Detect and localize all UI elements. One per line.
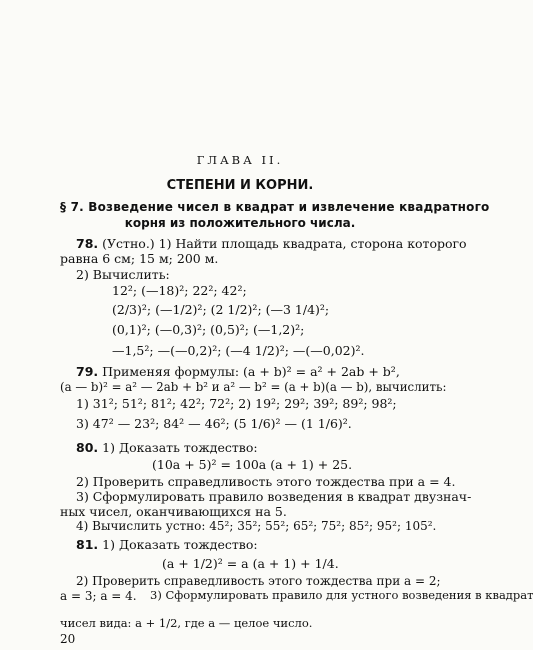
exercise-text: (a — b)² = a² — 2ab + b² и a² — b² = (a + b)(a — b), вычислить:: [60, 380, 447, 394]
exercise-number: 81.: [76, 537, 99, 552]
exercise-number: 79.: [76, 364, 99, 379]
identity-formula: (10a + 5)² = 100a (a + 1) + 25.: [152, 457, 353, 472]
exercise-text: 2) Вычислить:: [76, 267, 170, 282]
exercise-text: 2) Проверить справедливость этого тождества при a = 4.: [76, 474, 456, 489]
exercise-text: равна 6 см; 15 м; 200 м.: [60, 251, 219, 266]
exercise-text: 4) Вычислить устно: 45²; 35²; 55²; 65²; 75²; 85²; 95²; 105².: [76, 519, 437, 533]
exercise-text: 3) Сформулировать правило для устного возведения в квадрат: [150, 588, 533, 602]
page-number: 20: [60, 632, 76, 646]
expression-line: (0,1)²; (—0,3)²; (0,5)²; (—1,2)²;: [112, 322, 305, 337]
section-heading-line1: § 7. Возведение чисел в квадрат и извлечение квадратного: [60, 200, 490, 214]
expression-line: 1) 31²; 51²; 81²; 42²; 72²; 2) 19²; 29²; 39²; 89²; 98²;: [76, 396, 397, 411]
exercise-text: 3) Сформулировать правило возведения в квадрат двузнач-: [76, 489, 472, 504]
chapter-heading: ГЛАВА II.: [196, 153, 284, 167]
exercise-text: Применяя формулы: (a + b)² = a² + 2ab + b²,: [102, 364, 400, 379]
exercise-text: чисел вида: a + 1/2, где a — целое число.: [60, 616, 313, 630]
exercise-text: 1) Доказать тождество:: [102, 440, 258, 455]
exercise-number: 78.: [76, 236, 99, 251]
section-heading-line2: корня из положительного числа.: [124, 216, 356, 230]
exercise-text: 1) Доказать тождество:: [102, 537, 258, 552]
expression-line: 3) 47² — 23²; 84² — 46²; (5 1/6)² — (1 1/6)².: [76, 416, 352, 431]
exercise-text: 2) Проверить справедливость этого тождества при a = 2;: [76, 574, 441, 588]
expression-line: (2/3)²; (—1/2)²; (2 1/2)²; (—3 1/4)²;: [112, 302, 330, 317]
chapter-title: СТЕПЕНИ И КОРНИ.: [166, 178, 314, 193]
exercise-number: 80.: [76, 440, 99, 455]
identity-formula: (a + 1/2)² = a (a + 1) + 1/4.: [162, 556, 339, 571]
exercise-text: ных чисел, оканчивающихся на 5.: [60, 504, 287, 519]
exercise-text: a = 3; a = 4.: [60, 589, 137, 603]
expression-line: 12²; (—18)²; 22²; 42²;: [112, 283, 247, 298]
expression-line: —1,5²; —(—0,2)²; (—4 1/2)²; —(—0,02)².: [112, 343, 365, 358]
exercise-text: (Устно.) 1) Найти площадь квадрата, сторона которого: [102, 236, 467, 251]
